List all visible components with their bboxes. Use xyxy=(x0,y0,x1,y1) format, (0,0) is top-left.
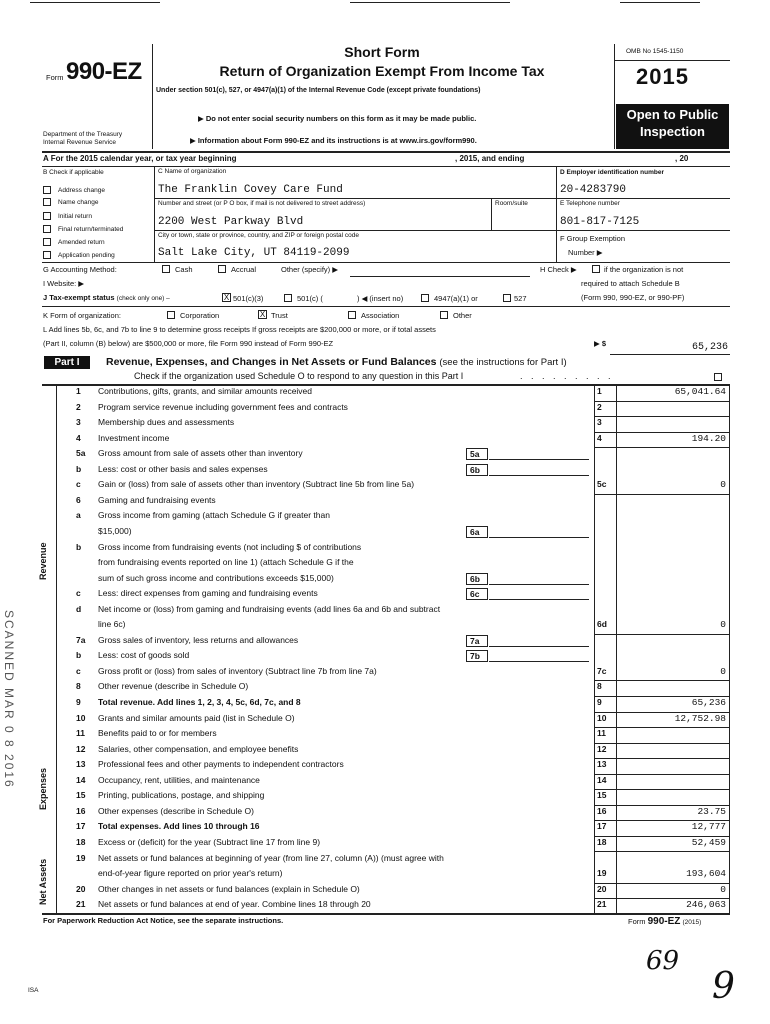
line-number: 16 xyxy=(76,805,86,816)
line-description: end-of-year figure reported on prior year's return) xyxy=(98,868,283,879)
line-description: Membership dues and assessments xyxy=(98,417,235,428)
d-label: D Employer identification number xyxy=(560,169,665,176)
line-description: Less: cost or other basis and sales expenses xyxy=(98,463,268,474)
amended-return-checkbox[interactable] xyxy=(43,238,51,246)
inner-line-box: 6b xyxy=(466,464,488,476)
j-insert: ) ◀ (insert no) xyxy=(357,294,404,303)
line-number: c xyxy=(76,479,81,490)
dept-treasury: Department of the Treasury xyxy=(43,131,123,138)
inner-amount-field[interactable] xyxy=(489,573,589,585)
inner-amount-field[interactable] xyxy=(489,526,589,538)
line-number: b xyxy=(76,463,82,474)
line-description: line 6c) xyxy=(98,619,126,630)
part1-line-row xyxy=(0,728,730,740)
j-527: 527 xyxy=(514,294,527,303)
inner-amount-field[interactable] xyxy=(489,588,589,600)
line-box-label: 21 xyxy=(597,899,607,910)
line-number: 19 xyxy=(76,852,86,863)
e-rule xyxy=(556,230,730,231)
ein-field[interactable]: 20-4283790 xyxy=(560,184,627,196)
line-description: Gaming and fundraising events xyxy=(98,494,216,505)
line-box-label: 16 xyxy=(597,805,607,816)
line-description: Benefits paid to or for members xyxy=(98,728,217,739)
line-description: Less: cost of goods sold xyxy=(98,650,190,661)
other-org-checkbox[interactable] xyxy=(440,311,448,319)
box-col-right xyxy=(616,384,617,913)
part1-line-row xyxy=(0,775,730,787)
501c3-checkbox[interactable]: X xyxy=(223,293,230,302)
line-number: 2 xyxy=(76,401,81,412)
b-item: Name change xyxy=(58,199,99,206)
line-description: Gross sales of inventory, less returns and allowances xyxy=(98,634,299,645)
line-description: Total revenue. Add lines 1, 2, 3, 4, 5c, 6d, 7c, and 8 xyxy=(98,697,301,707)
line-box-label: 12 xyxy=(597,743,607,754)
row-a-mid: , 2015, and ending xyxy=(455,154,525,163)
part1-line-row xyxy=(0,386,730,398)
b-item: Final return/terminated xyxy=(58,226,124,233)
l-dollar: ▶ $ xyxy=(594,339,607,348)
part1-line-row xyxy=(0,402,730,414)
line-number: 15 xyxy=(76,790,86,801)
line-number: 10 xyxy=(76,712,86,723)
footer-rule xyxy=(42,913,730,915)
website-label: I Website: ▶ xyxy=(43,279,85,288)
check-dots: . . . . . . . . . xyxy=(520,371,614,381)
inspection: Inspection xyxy=(639,124,705,139)
phone-field[interactable]: 801-817-7125 xyxy=(560,216,640,228)
inner-amount-field[interactable] xyxy=(489,650,589,662)
line-box-label: 6d xyxy=(597,619,607,630)
part1-title-row: Revenue, Expenses, and Changes in Net Assets or Fund Balances (see the instructions for Part I) xyxy=(106,356,567,368)
inner-amount-field[interactable] xyxy=(489,635,589,647)
b-item: Amended return xyxy=(58,239,105,246)
l-line1: L Add lines 5b, 6c, and 7b to line 9 to determine gross receipts If gross receipts are $200,000 or more, or if total assets xyxy=(43,325,436,334)
line-number: a xyxy=(76,510,81,521)
line-number: 17 xyxy=(76,821,86,832)
line-number: 14 xyxy=(76,774,86,785)
line-box-label: 5c xyxy=(597,479,607,490)
k-label: K Form of organization: xyxy=(43,311,121,320)
part1-line-row xyxy=(0,495,730,507)
part1-line-row xyxy=(0,588,730,600)
527-checkbox[interactable] xyxy=(503,294,511,302)
line-number: 9 xyxy=(76,697,81,707)
street-rule xyxy=(154,230,556,231)
line-box-label: 8 xyxy=(597,681,602,692)
side-revenue: Revenue xyxy=(38,542,48,580)
line-box-label: 15 xyxy=(597,790,607,801)
form-number: 990-EZ xyxy=(66,58,142,85)
title-short-form: Short Form xyxy=(344,44,420,60)
part1-line-row xyxy=(0,759,730,771)
j-row: J Tax-exempt status (check only one) – xyxy=(43,293,170,302)
top-edge-mark xyxy=(350,2,510,3)
org-name-field[interactable]: The Franklin Covey Care Fund xyxy=(158,184,343,196)
part1-line-row xyxy=(0,868,730,880)
f-label2: Number ▶ xyxy=(568,248,603,257)
initial-return-checkbox[interactable] xyxy=(43,212,51,220)
part1-line-row xyxy=(0,790,730,802)
accrual-checkbox[interactable] xyxy=(218,265,226,273)
paperwork-notice: For Paperwork Reduction Act Notice, see the separate instructions. xyxy=(43,916,284,925)
line-description: $15,000) xyxy=(98,525,132,536)
handwritten-mark: 9 xyxy=(712,966,735,1007)
line-amount-field[interactable]: 193,604 xyxy=(686,868,726,880)
schedule-b-checkbox[interactable] xyxy=(592,265,600,273)
h-text3: (Form 990, 990-EZ, or 990-PF) xyxy=(581,293,685,302)
subtitle: Under section 501(c), 527, or 4947(a)(1) of the Internal Revenue Code (except private foundations) xyxy=(156,87,481,94)
side-net-assets: Net Assets xyxy=(38,858,48,905)
isa-label: ISA xyxy=(28,987,39,994)
line-description: Program service revenue including government fees and contracts xyxy=(98,401,348,412)
inner-amount-field[interactable] xyxy=(489,464,589,476)
line-description: Net income or (loss) from gaming and fundraising events (add lines 6a and 6b and subtract xyxy=(98,603,441,614)
line-number: d xyxy=(76,603,82,614)
line-number: b xyxy=(76,650,82,661)
inner-line-box: 5a xyxy=(466,448,488,460)
line-description: Investment income xyxy=(98,432,170,443)
form-word: Form xyxy=(46,73,64,82)
row-a-end: , 20 xyxy=(675,154,689,163)
k-assoc: Association xyxy=(361,311,400,320)
name-change-checkbox[interactable] xyxy=(43,198,51,206)
part1-lines xyxy=(0,386,770,916)
part1-label: Part I xyxy=(44,356,90,369)
part1-line-row xyxy=(0,604,730,616)
line-box-label: 17 xyxy=(597,821,607,832)
open-to-public: Open to Public xyxy=(626,107,719,122)
association-checkbox[interactable] xyxy=(348,311,356,319)
irs-label: Internal Revenue Service xyxy=(43,139,116,146)
line-description: Printing, publications, postage, and shipping xyxy=(98,790,265,801)
scanned-stamp: SCANNED MAR 0 8 2016 xyxy=(2,610,16,789)
row-a-label: A For the 2015 calendar year, or tax year beginning xyxy=(43,154,237,163)
line-number: 18 xyxy=(76,836,86,847)
room-label: Room/suite xyxy=(495,200,528,207)
footer-form-id: Form 990-EZ (2015) xyxy=(628,916,702,927)
line-box-label: 2 xyxy=(597,401,602,412)
g-cash: Cash xyxy=(175,265,193,274)
line-box-label: 14 xyxy=(597,774,607,785)
top-edge-mark xyxy=(620,2,700,3)
line-description: Occupancy, rent, utilities, and maintenance xyxy=(98,774,260,785)
omb-number: OMB No 1545-1150 xyxy=(626,48,684,55)
tax-year: 2015 xyxy=(636,64,689,89)
line-box-label: 20 xyxy=(597,883,607,894)
box-col-left xyxy=(594,384,595,913)
rule-a-top xyxy=(42,151,730,153)
line-description: Gain or (loss) from sale of assets other than inventory (Subtract line 5b from line 5a) xyxy=(98,479,415,490)
line-number: 13 xyxy=(76,759,86,770)
part1-line-row xyxy=(0,526,730,538)
line-number: 21 xyxy=(76,899,86,910)
line-description: Net assets or fund balances at end of year. Combine lines 18 through 20 xyxy=(98,899,371,910)
part1-line-row xyxy=(0,417,730,429)
c-rule xyxy=(154,198,556,199)
line-description: Net assets or fund balances at beginning of year (from line 27, column (A)) (must agree with xyxy=(98,852,444,863)
k-corp: Corporation xyxy=(180,311,220,320)
g-accrual: Accrual xyxy=(231,265,257,274)
amount-col-right xyxy=(729,384,730,913)
d-rule xyxy=(556,198,730,199)
h-label: H Check ▶ xyxy=(540,265,577,274)
part1-line-row xyxy=(0,821,730,833)
part1-line-row xyxy=(0,433,730,445)
final-return-checkbox[interactable] xyxy=(43,225,51,233)
line-description: Gross income from fundraising events (not including $ of contributions xyxy=(98,541,362,552)
line-amount-field[interactable]: 12,752.98 xyxy=(674,712,726,724)
part1-line-row xyxy=(0,619,730,631)
open-to-public-box xyxy=(616,104,729,149)
j-501c3: 501(c)(3) xyxy=(233,294,264,303)
top-edge-mark xyxy=(30,2,160,3)
line-description: Other changes in net assets or fund balances (explain in Schedule O) xyxy=(98,883,360,894)
line-box-label: 11 xyxy=(597,728,606,739)
line-description: Other revenue (describe in Schedule O) xyxy=(98,681,249,692)
b-label: B Check if applicable xyxy=(43,169,104,176)
room-divider xyxy=(491,198,492,230)
line-description: Contributions, gifts, grants, and similar amounts received xyxy=(98,386,313,396)
line-number: 5a xyxy=(76,448,86,459)
street-label: Number and street (or P O box, if mail is not delivered to street address) xyxy=(158,200,366,207)
h-text: if the organization is not xyxy=(604,265,684,274)
line-number: 3 xyxy=(76,417,81,428)
line-description: Excess or (deficit) for the year (Subtract line 17 from line 9) xyxy=(98,836,321,847)
line-amount-field[interactable]: 23.75 xyxy=(697,805,726,817)
part1-line-row xyxy=(0,557,730,569)
cash-checkbox[interactable] xyxy=(162,265,170,273)
schedule-o-check: Check if the organization used Schedule O to respond to any question in this Part I xyxy=(134,371,464,381)
501c-checkbox[interactable] xyxy=(284,294,292,302)
line-number: b xyxy=(76,541,82,552)
part1-line-row xyxy=(0,635,730,647)
ssn-note: ▶ Do not enter social security numbers on this form as it may be made public. xyxy=(198,114,477,123)
line-box-label: 4 xyxy=(597,432,602,443)
k-trust: Trust xyxy=(271,311,288,320)
c-label: C Name of organization xyxy=(158,168,227,175)
part1-line-row xyxy=(0,542,730,554)
street-field[interactable]: 2200 West Parkway Blvd xyxy=(158,216,304,228)
part1-line-row xyxy=(0,899,730,911)
part1-line-row xyxy=(0,510,730,522)
city-label: City or town, state or province, country, and ZIP or foreign postal code xyxy=(158,232,359,239)
part1-line-row xyxy=(0,650,730,662)
part1-line-row xyxy=(0,744,730,756)
c-right-divider xyxy=(556,166,557,262)
line-number: 20 xyxy=(76,883,86,894)
l-line2: (Part II, column (B) below) are $500,000 or more, file Form 990 instead of Form 990-EZ xyxy=(43,339,334,348)
line-amount-field[interactable]: 52,459 xyxy=(691,836,726,848)
handwritten-page-number: 69 xyxy=(646,946,680,976)
line-description: from fundraising events reported on line 1) (attach Schedule G if the xyxy=(98,557,354,568)
b-item: Address change xyxy=(58,187,105,194)
line-number: 6 xyxy=(76,494,81,505)
line-number: 1 xyxy=(76,386,81,396)
side-expenses: Expenses xyxy=(38,767,48,810)
l-amount-line xyxy=(610,354,730,355)
address-change-checkbox[interactable] xyxy=(43,186,51,194)
e-label: E Telephone number xyxy=(560,200,620,207)
b-divider xyxy=(154,166,155,262)
line-box-label: 3 xyxy=(597,417,602,428)
k-other: Other xyxy=(453,311,472,320)
line-box-label: 19 xyxy=(597,868,607,879)
line-description: Grants and similar amounts paid (list in Schedule O) xyxy=(98,712,295,723)
part1-line-row xyxy=(0,681,730,693)
line-number: 7a xyxy=(76,634,86,645)
line-amount-field[interactable]: 65,041.64 xyxy=(674,386,726,397)
line-description: Salaries, other compensation, and employee benefits xyxy=(98,743,299,754)
inner-line-box: 6a xyxy=(466,526,488,538)
inner-line-box: 6b xyxy=(466,573,488,585)
line-box-label: 9 xyxy=(597,697,602,707)
info-note: ▶ Information about Form 990-EZ and its instructions is at www.irs.gov/form990. xyxy=(190,136,477,145)
inner-line-box: 7b xyxy=(466,650,488,662)
line-description: Less: direct expenses from gaming and fundraising events xyxy=(98,588,318,599)
line-number: 12 xyxy=(76,743,86,754)
part1-line-row xyxy=(0,806,730,818)
line-box-label: 7c xyxy=(597,665,607,676)
schedule-o-checkbox[interactable] xyxy=(714,373,722,381)
line-description: Gross amount from sale of assets other than inventory xyxy=(98,448,303,459)
line-number: c xyxy=(76,665,81,676)
city-field[interactable]: Salt Lake City, UT 84119-2099 xyxy=(158,247,350,259)
part1-line-row xyxy=(0,713,730,725)
line-amount-field[interactable]: 0 xyxy=(720,479,726,491)
line-amount-field[interactable]: 12,777 xyxy=(691,821,726,833)
line-number: c xyxy=(76,588,81,599)
line-description: Gross income from gaming (attach Schedule G if greater than xyxy=(98,510,330,521)
line-number: 8 xyxy=(76,681,81,692)
line-box-label: 18 xyxy=(597,836,607,847)
side-divider xyxy=(56,384,57,913)
line-amount-field[interactable]: 0 xyxy=(720,619,726,631)
line-number: 4 xyxy=(76,432,81,443)
line-description: Total expenses. Add lines 10 through 16 xyxy=(98,821,260,832)
inner-amount-field[interactable] xyxy=(489,448,589,460)
f-label: F Group Exemption xyxy=(560,234,626,243)
line-amount-field[interactable]: 0 xyxy=(720,665,726,677)
line-description: Professional fees and other payments to independent contractors xyxy=(98,759,344,770)
application-pending-checkbox[interactable] xyxy=(43,251,51,259)
line-amount-field[interactable]: 65,236 xyxy=(691,697,726,708)
g-label: G Accounting Method: xyxy=(43,265,117,274)
line-description: Gross profit or (loss) from sales of inventory (Subtract line 7b from line 7a) xyxy=(98,665,377,676)
rule-k-top xyxy=(42,306,730,307)
line-number: 11 xyxy=(76,728,85,739)
4947-checkbox[interactable] xyxy=(421,294,429,302)
part1-line-row xyxy=(0,573,730,585)
inner-line-box: 7a xyxy=(466,635,488,647)
b-item: Application pending xyxy=(58,252,115,259)
part1-line-row xyxy=(0,479,730,491)
part1-line-row xyxy=(0,448,730,460)
j-501c: 501(c) ( xyxy=(297,294,323,303)
j-4947: 4947(a)(1) or xyxy=(434,294,478,303)
corporation-checkbox[interactable] xyxy=(167,311,175,319)
part1-line-row xyxy=(0,853,730,865)
line-amount-field[interactable]: 194.20 xyxy=(691,432,726,444)
part1-line-row xyxy=(0,884,730,896)
line-box-label: 13 xyxy=(597,759,607,770)
h-text2: required to attach Schedule B xyxy=(581,279,680,288)
line-description: sum of such gross income and contributions exceeds $15,000) xyxy=(98,572,334,583)
part1-line-row xyxy=(0,697,730,709)
line-box-label: 10 xyxy=(597,712,607,723)
rule-g-top xyxy=(42,262,730,263)
omb-rule xyxy=(614,60,730,61)
trust-checkbox[interactable]: X xyxy=(259,310,266,319)
part1-line-row xyxy=(0,464,730,476)
line-box-label: 1 xyxy=(597,386,602,396)
line-description: Other expenses (describe in Schedule O) xyxy=(98,805,254,816)
rule-a-bottom xyxy=(42,166,730,167)
title-main: Return of Organization Exempt From Income Tax xyxy=(219,63,545,79)
line-amount-field[interactable]: 0 xyxy=(720,883,726,895)
gross-receipts-amount[interactable]: 65,236 xyxy=(691,342,728,353)
b-item: Initial return xyxy=(58,213,92,220)
line-amount-field[interactable]: 246,063 xyxy=(686,899,726,911)
g-other-line xyxy=(350,276,530,277)
g-other: Other (specify) ▶ xyxy=(281,265,339,274)
part1-line-row xyxy=(0,666,730,678)
part1-line-row xyxy=(0,837,730,849)
inner-line-box: 6c xyxy=(466,588,488,600)
